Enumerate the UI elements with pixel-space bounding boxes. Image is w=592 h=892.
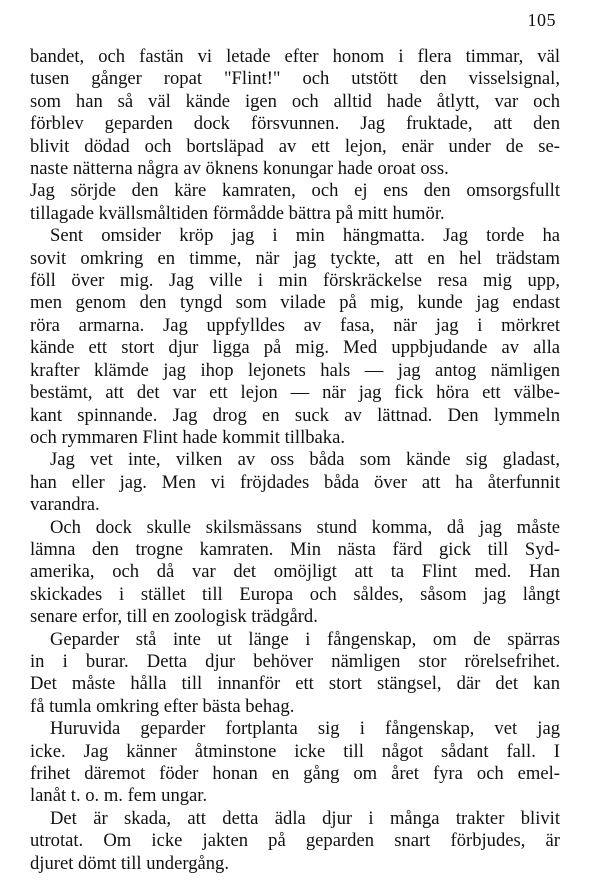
text-line: blivit dödad och bortsläpad av ett lejon, enär under de se- <box>30 135 560 157</box>
text-line: sovit omkring en timme, när jag tyckte, att en hel trädstam <box>30 247 560 269</box>
text-line: röra armarna. Jag uppfylldes av fasa, när jag i mörkret <box>30 314 560 336</box>
text-line: skickades i stället till Europa och såldes, såsom jag långt <box>30 583 560 605</box>
text-line: in i burar. Detta djur behöver nämligen stor rörelsefrihet. <box>30 650 560 672</box>
text-line: Jag vet inte, vilken av oss båda som kände sig gladast, <box>50 449 560 471</box>
text-line: Sent omsider kröp jag i min hängmatta. Jag torde ha <box>50 225 560 247</box>
text-line: kände ett stort djur ligga på mig. Med uppbjudande av alla <box>30 337 560 359</box>
text-line: få tumla omkring efter bästa behag. <box>30 695 295 717</box>
text-line: Det måste hålla till innanför ett stort stängsel, där det kan <box>30 673 560 695</box>
page-number: 105 <box>527 10 556 30</box>
text-line: krafter klämde jag ihop lejonets hals — jag antog nämligen <box>30 359 560 381</box>
text-line: utrotat. Om icke jakten på geparden snart förbjudes, är <box>30 830 560 852</box>
text-line: djuret dömt till undergång. <box>30 852 229 874</box>
text-line: Huruvida geparder fortplanta sig i fångenskap, vet jag <box>50 718 560 740</box>
text-line: frihet däremot föder honan en gång om året fyra och emel- <box>30 763 560 784</box>
text-line: naste nätterna några av öknens konungar hade oroat oss. <box>30 158 449 180</box>
text-line: som han så väl kände igen och alltid hade åtlytt, var och <box>30 90 560 112</box>
text-line: bestämt, att det var ett lejon — när jag fick höra ett välbe- <box>30 382 560 404</box>
text-line: lanåt t. o. m. fem ungar. <box>30 785 208 807</box>
text-line: kant spinnande. Jag drog en suck av lättnad. Den lymmeln <box>30 404 560 426</box>
text-line: Geparder stå inte ut länge i fångenskap, om de spärras <box>50 628 560 650</box>
text-line: amerika, och då var det omöjligt att ta Flint med. Han <box>30 561 560 583</box>
text-line: lämna den trogne kamraten. Min nästa färd gick till Syd- <box>30 538 560 560</box>
body-text <box>30 46 560 875</box>
text-line: föll över mig. Jag ville i min förskräckelse resa mig upp, <box>30 270 560 292</box>
text-line: tusen gånger ropat "Flint!" och utstött den visselsignal, <box>30 68 560 90</box>
text-line: varandra. <box>30 494 100 516</box>
text-line: Det är skada, att detta ädla djur i många trakter blivit <box>50 807 560 829</box>
text-line: Och dock skulle skilsmässans stund komma, då jag måste <box>50 516 560 538</box>
text-line: men genom den tyngd som vilade på mig, kunde jag endast <box>30 292 560 314</box>
text-line: icke. Jag känner åtminstone icke till något sådant fall. I <box>30 740 560 762</box>
text-line: senare erfor, till en zoologisk trädgård. <box>30 606 318 628</box>
text-line: och rymmaren Flint hade kommit tillbaka. <box>30 426 345 448</box>
text-line: tillagade kvällsmåltiden förmådde bättra på mitt humör. <box>30 202 445 224</box>
text-line: förblev geparden dock försvunnen. Jag fruktade, att den <box>30 113 560 135</box>
text-line: han eller jag. Men vi fröjdades båda över att ha återfunnit <box>30 471 560 493</box>
text-line: bandet, och fastän vi letade efter honom i flera timmar, väl <box>30 46 560 67</box>
text-line: Jag sörjde den käre kamraten, och ej ens den omsorgsfullt <box>30 180 560 202</box>
